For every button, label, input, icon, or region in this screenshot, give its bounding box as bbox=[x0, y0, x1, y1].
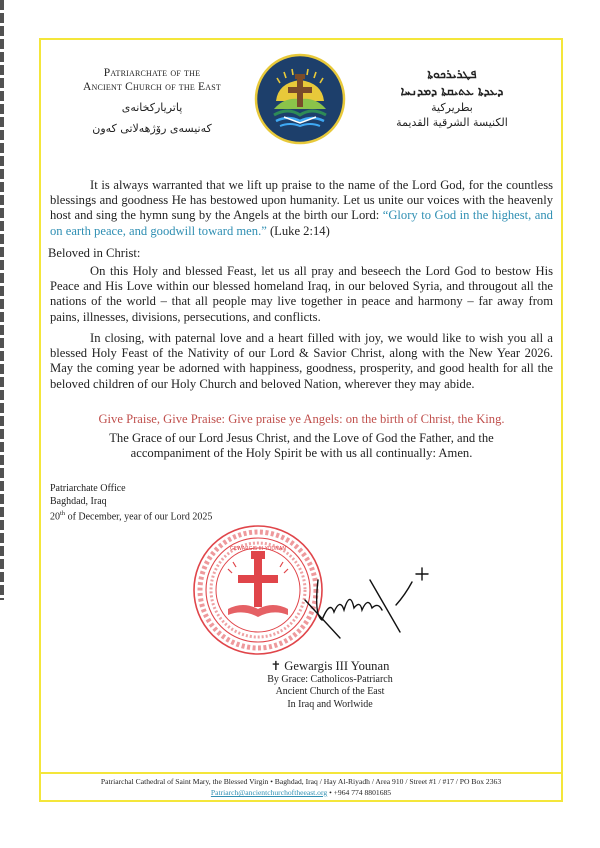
church-emblem-icon bbox=[254, 53, 346, 145]
scripture-quote: “Glory to God in the highest, and on earth peace, and goodwill toward men.” bbox=[50, 208, 553, 238]
header-syriac-line2: ܕܥܕܬܐ ܥܬܝܩܬܐ ܕܡܕܢܚܐ bbox=[400, 84, 504, 98]
paragraph-closing: In closing, with paternal love and a heart filled with joy, we would like to wish you all a blessed Holy Feast of the Nativity of our Lord & Savior Christ, along with the New Year 2026. May the coming year be adorned with happiness, goodness, prosperity, and good health for all the beloved children of our Holy Church and beloved Nation, wherever they may abide. bbox=[50, 331, 553, 391]
footer-contact bbox=[39, 787, 563, 798]
header-arabic-line2: الكنيسة الشرقية القديمة bbox=[396, 116, 508, 129]
footer-address: Patriarchal Cathedral of Saint Mary, the Blessed Virgin • Baghdad, Iraq / Hay Al-Riyadh / Area 910 / Street #1 / #17 / PO Box 2363 bbox=[100, 777, 502, 786]
email-link[interactable]: Patriarch@ancientchurchoftheeast.org bbox=[210, 788, 328, 797]
benediction bbox=[50, 431, 553, 461]
header-english-line2: Ancient Church of the East bbox=[83, 81, 221, 93]
scripture-reference: (Luke 2:14) bbox=[266, 223, 330, 238]
office-location: Baghdad, Iraq bbox=[50, 495, 107, 507]
footer-separator: • bbox=[327, 788, 334, 797]
header-kurdish-line2: کەنیسەی رۆژهەلاتی کەون bbox=[92, 122, 212, 135]
scan-edge-artifact bbox=[0, 0, 4, 600]
header-english-line1: Patriarchate of the bbox=[103, 67, 201, 79]
header-syriac-line1: ܦܛܪܝܪܟܘܬܐ bbox=[427, 67, 477, 81]
seal-inner-text: GEWARGIS III YOUNAN bbox=[229, 546, 287, 552]
greeting: Beloved in Christ: bbox=[48, 246, 141, 260]
header-left bbox=[72, 66, 232, 136]
paragraph-opening bbox=[50, 178, 553, 239]
phone-number: +964 774 8801685 bbox=[333, 788, 392, 797]
letter-date bbox=[50, 508, 212, 524]
header-arabic-line1: بطريركية bbox=[431, 101, 473, 114]
signer-title: By Grace: Catholicos-Patriarch bbox=[267, 674, 393, 685]
signer-block bbox=[180, 658, 480, 711]
handwritten-signature-icon bbox=[300, 560, 440, 645]
office-block bbox=[50, 483, 212, 524]
office-name: Patriarchate Office bbox=[50, 483, 126, 494]
paragraph-opening-text: It is always warranted that we lift up praise to the name of the Lord God, for the countless blessings and goodness He has bestowed upon humanity. Let us unite our voices with the heavenly host and sing the hymn sung by the Angels at the birth our Lord: bbox=[50, 178, 553, 223]
praise-line: Give Praise, Give Praise: Give praise ye Angels: on the birth of Christ, the King. bbox=[98, 412, 505, 426]
date-rest: of December, year of our Lord 2025 bbox=[65, 511, 213, 523]
date-suffix: th bbox=[60, 510, 66, 517]
signer-church: Ancient Church of the East bbox=[275, 686, 385, 698]
footer-divider bbox=[39, 772, 563, 774]
signer-name: ✝ Gewargis III Younan bbox=[270, 659, 390, 673]
benediction-line1: The Grace of our Lord Jesus Christ, and the Love of God the Father, and the bbox=[109, 431, 494, 445]
benediction-line2: accompaniment of the Holy Spirit be with us all continually: Amen. bbox=[130, 446, 473, 461]
header-kurdish-line1: پاتریارکخانەی bbox=[121, 101, 183, 114]
signer-jurisdiction: In Iraq and Worlwide bbox=[287, 698, 373, 710]
date-day: 20 bbox=[50, 511, 60, 523]
header-right bbox=[372, 66, 532, 130]
paragraph-prayer: On this Holy and blessed Feast, let us all pray and beseech the Lord God to bestow His Peace and His Love within our blessed homeland Iraq, in our beloved Syria, and througout all the nations of the world – that all people may live together in peace and harmony – far away from pains, illnesses, divisions, persecutions, and conflicts. bbox=[50, 264, 553, 324]
letterhead-footer bbox=[39, 776, 563, 798]
